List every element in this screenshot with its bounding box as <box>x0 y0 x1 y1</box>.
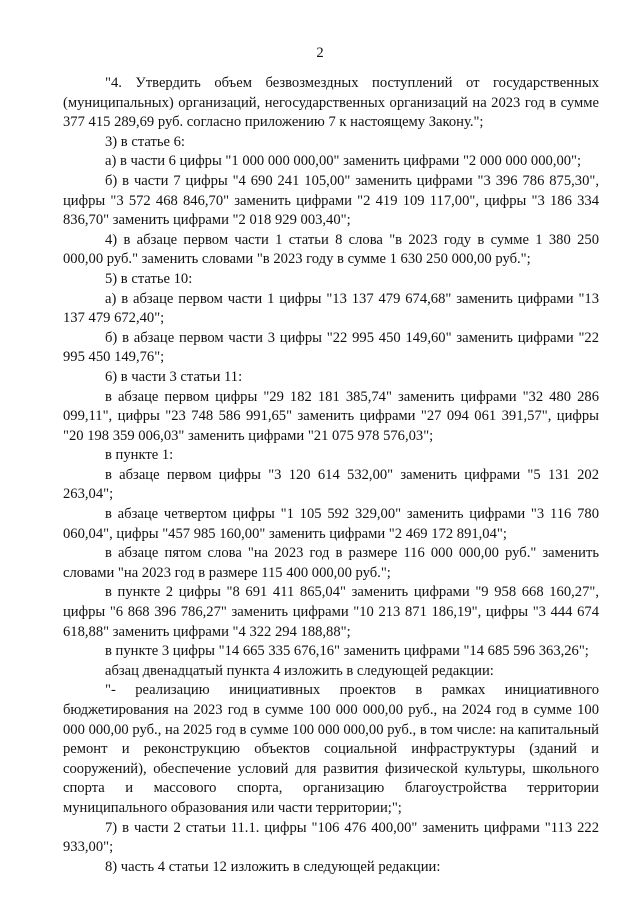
paragraph-item-6-abzac-1: в абзаце первом цифры "29 182 181 385,74" заменить цифрами "32 480 286 099,11", цифры "23 748 586 991,65" заменить цифрами "27 094 061 391,57", цифры "20 198 359 006,03" заменить цифрами "21 075 978 576,03"; <box>63 388 599 444</box>
paragraph-punkt-3: в пункте 3 цифры "14 665 335 676,16" заменить цифрами "14 685 596 363,26"; <box>105 643 589 660</box>
paragraph-punkt-1-abzac-4: в абзаце четвертом цифры "1 105 592 329,00" заменить цифрами "3 116 780 060,04", цифры "457 985 160,00" заменить цифрами "2 469 172 891,04"; <box>63 506 599 542</box>
paragraph-item-3: 3) в статье 6: <box>105 133 185 150</box>
paragraph-item-5b: б) в абзаце первом части 3 цифры "22 995 450 149,60" заменить цифрами "22 995 450 149,76"; <box>63 329 599 366</box>
paragraph-item-3a: а) в части 6 цифры "1 000 000 000,00" заменить цифрами "2 000 000 000,00"; <box>105 153 582 170</box>
document-body <box>63 74 599 877</box>
page-number: 2 <box>316 45 324 61</box>
paragraph-item-5a: а) в абзаце первом части 1 цифры "13 137 479 674,68" заменить цифрами "13 137 479 672,40"; <box>63 290 599 327</box>
paragraph-punkt-1: в пункте 1: <box>105 447 174 464</box>
paragraph-item-3b: б) в части 7 цифры "4 690 241 105,00" заменить цифрами "3 396 786 875,30", цифры "3 572 468 846,70" заменить цифрами "2 419 109 117,00", цифры "3 186 334 836,70" заменить цифрами "2 018 929 003,40"; <box>63 172 599 229</box>
paragraph-item-4: 4) в абзаце первом части 1 статьи 8 слова "в 2023 году в сумме 1 380 250 000,00 руб." заменить словами "в 2023 году в сумме 1 630 250 000,00 руб."; <box>63 231 599 268</box>
paragraph-item-6: 6) в части 3 статьи 11: <box>105 368 243 385</box>
paragraph-punkt-1-abzac-1: в абзаце первом цифры "3 120 614 532,00" заменить цифрами "5 131 202 263,04"; <box>63 466 599 503</box>
paragraph-punkt-2: в пункте 2 цифры "8 691 411 865,04" заменить цифрами "9 958 668 160,27", цифры "6 868 396 786,27" заменить цифрами "10 213 871 186,19", цифры "3 444 674 618,88" заменить цифрами "4 322 294 188,88"; <box>63 584 599 640</box>
paragraph-abzac-12: абзац двенадцатый пункта 4 изложить в следующей редакции: <box>105 662 494 679</box>
paragraph-punkt-1-abzac-5: в абзаце пятом слова "на 2023 год в размере 116 000 000,00 руб." заменить словами "на 2023 год в размере 115 400 000,00 руб."; <box>63 545 599 581</box>
paragraph-item-7: 7) в части 2 статьи 11.1. цифры "106 476 400,00" заменить цифрами "113 222 933,00"; <box>63 819 599 856</box>
paragraph-item-8: 8) часть 4 статьи 12 изложить в следующей редакции: <box>105 858 441 875</box>
paragraph-initiative-projects: "- реализацию инициативных проектов в рамках инициативного бюджетирования на 2023 год в сумме 100 000 000,00 руб., на 2024 год в сумме 100 000 000,00 руб., на 2025 год в сумме 100 000 000,00 руб., в том числе: на капитальный ремонт и реконструкцию объектов социальной инфраструктуры (зданий и сооружений), обеспечение условий для развития физической культуры, школьного спорта и массового спорта, организацию благоустройства территории муниципального образования или части территории;"; <box>63 682 599 816</box>
paragraph-item-5: 5) в статье 10: <box>105 270 193 287</box>
paragraph-section-4: "4. Утвердить объем безвозмездных поступлений от государственных (муниципальных) организаций, негосударственных организаций на 2023 год в сумме 377 415 289,69 руб. согласно приложению 7 к настоящему Закону."; <box>63 75 599 131</box>
